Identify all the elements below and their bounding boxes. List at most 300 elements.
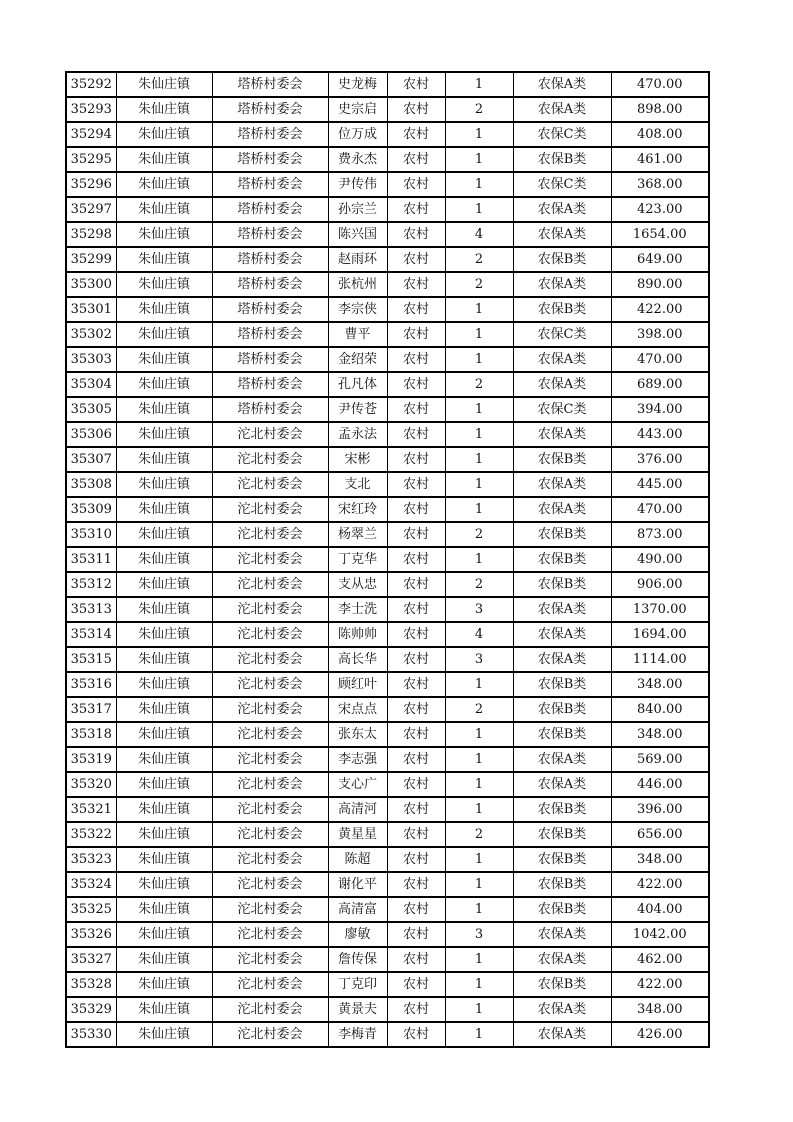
cell-person-count: 1 [445,1022,513,1047]
cell-person-name: 李志强 [328,747,387,772]
cell-town: 朱仙庄镇 [116,922,212,947]
cell-person-count: 2 [445,572,513,597]
cell-amount: 462.00 [611,947,709,972]
cell-insurance-category: 农保A类 [513,747,611,772]
cell-person-name: 陈帅帅 [328,622,387,647]
table-row [66,597,709,622]
cell-residence-type: 农村 [387,147,445,172]
cell-residence-type: 农村 [387,897,445,922]
table-row [66,797,709,822]
cell-amount: 398.00 [611,322,709,347]
cell-town: 朱仙庄镇 [116,372,212,397]
cell-residence-type: 农村 [387,547,445,572]
cell-town: 朱仙庄镇 [116,97,212,122]
cell-village-committee: 塔桥村委会 [212,322,328,347]
cell-person-count: 1 [445,672,513,697]
cell-insurance-category: 农保B类 [513,697,611,722]
cell-town: 朱仙庄镇 [116,947,212,972]
cell-residence-type: 农村 [387,472,445,497]
cell-record-id: 35310 [66,522,116,547]
cell-amount: 348.00 [611,997,709,1022]
cell-village-committee: 沱北村委会 [212,872,328,897]
cell-record-id: 35313 [66,597,116,622]
cell-amount: 1370.00 [611,597,709,622]
cell-amount: 445.00 [611,472,709,497]
cell-record-id: 35300 [66,272,116,297]
cell-town: 朱仙庄镇 [116,397,212,422]
table-row [66,997,709,1022]
cell-record-id: 35292 [66,72,116,97]
cell-record-id: 35295 [66,147,116,172]
cell-person-count: 2 [445,247,513,272]
cell-village-committee: 沱北村委会 [212,697,328,722]
cell-insurance-category: 农保C类 [513,397,611,422]
cell-residence-type: 农村 [387,422,445,447]
cell-person-name: 支心广 [328,772,387,797]
cell-village-committee: 沱北村委会 [212,497,328,522]
cell-record-id: 35328 [66,972,116,997]
cell-town: 朱仙庄镇 [116,597,212,622]
cell-village-committee: 沱北村委会 [212,922,328,947]
table-row [66,347,709,372]
cell-amount: 470.00 [611,347,709,372]
cell-town: 朱仙庄镇 [116,872,212,897]
cell-person-count: 1 [445,947,513,972]
cell-insurance-category: 农保B类 [513,572,611,597]
cell-amount: 906.00 [611,572,709,597]
cell-person-count: 1 [445,847,513,872]
cell-record-id: 35329 [66,997,116,1022]
cell-person-count: 4 [445,622,513,647]
cell-person-name: 张杭州 [328,272,387,297]
cell-record-id: 35312 [66,572,116,597]
cell-person-name: 杨翠兰 [328,522,387,547]
table-row [66,572,709,597]
cell-record-id: 35317 [66,697,116,722]
cell-record-id: 35315 [66,647,116,672]
table-row [66,847,709,872]
cell-village-committee: 塔桥村委会 [212,97,328,122]
cell-person-count: 1 [445,197,513,222]
cell-village-committee: 塔桥村委会 [212,397,328,422]
cell-insurance-category: 农保B类 [513,247,611,272]
cell-residence-type: 农村 [387,947,445,972]
cell-person-count: 1 [445,772,513,797]
cell-person-count: 2 [445,97,513,122]
cell-person-count: 1 [445,897,513,922]
cell-insurance-category: 农保B类 [513,897,611,922]
cell-person-count: 1 [445,472,513,497]
cell-person-name: 高清富 [328,897,387,922]
cell-village-committee: 沱北村委会 [212,672,328,697]
table-row [66,222,709,247]
cell-town: 朱仙庄镇 [116,447,212,472]
cell-town: 朱仙庄镇 [116,122,212,147]
cell-amount: 404.00 [611,897,709,922]
cell-town: 朱仙庄镇 [116,972,212,997]
cell-person-name: 支北 [328,472,387,497]
cell-amount: 394.00 [611,397,709,422]
cell-village-committee: 沱北村委会 [212,572,328,597]
cell-amount: 443.00 [611,422,709,447]
cell-insurance-category: 农保B类 [513,822,611,847]
cell-insurance-category: 农保A类 [513,772,611,797]
cell-village-committee: 沱北村委会 [212,897,328,922]
table-row [66,722,709,747]
cell-residence-type: 农村 [387,447,445,472]
cell-insurance-category: 农保A类 [513,622,611,647]
table-row [66,147,709,172]
cell-record-id: 35327 [66,947,116,972]
cell-residence-type: 农村 [387,797,445,822]
cell-insurance-category: 农保B类 [513,672,611,697]
cell-residence-type: 农村 [387,697,445,722]
cell-person-name: 史宗启 [328,97,387,122]
cell-record-id: 35296 [66,172,116,197]
cell-residence-type: 农村 [387,722,445,747]
table-row [66,547,709,572]
cell-amount: 446.00 [611,772,709,797]
cell-person-name: 黄景夫 [328,997,387,1022]
cell-residence-type: 农村 [387,872,445,897]
cell-person-name: 张东太 [328,722,387,747]
cell-town: 朱仙庄镇 [116,297,212,322]
cell-record-id: 35316 [66,672,116,697]
cell-residence-type: 农村 [387,972,445,997]
cell-amount: 689.00 [611,372,709,397]
cell-residence-type: 农村 [387,97,445,122]
cell-record-id: 35294 [66,122,116,147]
cell-amount: 348.00 [611,672,709,697]
cell-residence-type: 农村 [387,922,445,947]
cell-village-committee: 沱北村委会 [212,472,328,497]
cell-village-committee: 塔桥村委会 [212,122,328,147]
cell-person-name: 尹传苍 [328,397,387,422]
cell-village-committee: 沱北村委会 [212,622,328,647]
cell-record-id: 35293 [66,97,116,122]
cell-person-name: 支从忠 [328,572,387,597]
cell-residence-type: 农村 [387,747,445,772]
cell-person-name: 曹平 [328,322,387,347]
cell-record-id: 35297 [66,197,116,222]
cell-insurance-category: 农保B类 [513,847,611,872]
cell-village-committee: 塔桥村委会 [212,297,328,322]
cell-residence-type: 农村 [387,247,445,272]
cell-person-count: 3 [445,597,513,622]
cell-town: 朱仙庄镇 [116,247,212,272]
table-row [66,647,709,672]
cell-residence-type: 农村 [387,597,445,622]
insurance-payment-table [65,71,710,1048]
cell-person-name: 丁克华 [328,547,387,572]
cell-village-committee: 沱北村委会 [212,522,328,547]
cell-village-committee: 沱北村委会 [212,972,328,997]
table-row [66,897,709,922]
cell-person-name: 詹传保 [328,947,387,972]
table-row [66,922,709,947]
table-row [66,447,709,472]
cell-residence-type: 农村 [387,622,445,647]
table-row [66,697,709,722]
cell-town: 朱仙庄镇 [116,172,212,197]
cell-person-name: 陈兴国 [328,222,387,247]
cell-town: 朱仙庄镇 [116,72,212,97]
cell-insurance-category: 农保C类 [513,322,611,347]
cell-person-name: 赵雨环 [328,247,387,272]
cell-town: 朱仙庄镇 [116,897,212,922]
cell-residence-type: 农村 [387,847,445,872]
cell-person-name: 陈超 [328,847,387,872]
cell-town: 朱仙庄镇 [116,672,212,697]
table-row [66,297,709,322]
cell-town: 朱仙庄镇 [116,1022,212,1047]
cell-insurance-category: 农保B类 [513,872,611,897]
table-row [66,122,709,147]
cell-amount: 1114.00 [611,647,709,672]
cell-village-committee: 塔桥村委会 [212,372,328,397]
cell-village-committee: 沱北村委会 [212,422,328,447]
table-row [66,972,709,997]
table-row [66,822,709,847]
cell-village-committee: 沱北村委会 [212,547,328,572]
cell-record-id: 35299 [66,247,116,272]
cell-town: 朱仙庄镇 [116,522,212,547]
cell-person-count: 1 [445,997,513,1022]
cell-person-count: 3 [445,922,513,947]
cell-residence-type: 农村 [387,572,445,597]
cell-amount: 461.00 [611,147,709,172]
cell-person-count: 1 [445,322,513,347]
cell-person-count: 1 [445,122,513,147]
cell-record-id: 35325 [66,897,116,922]
cell-person-count: 1 [445,972,513,997]
cell-person-name: 顾红叶 [328,672,387,697]
cell-person-count: 1 [445,497,513,522]
cell-person-name: 黄星星 [328,822,387,847]
cell-residence-type: 农村 [387,772,445,797]
cell-person-count: 2 [445,697,513,722]
cell-record-id: 35309 [66,497,116,522]
table-row [66,1022,709,1047]
cell-person-name: 李宗侠 [328,297,387,322]
cell-person-name: 孟永法 [328,422,387,447]
cell-insurance-category: 农保B类 [513,797,611,822]
cell-record-id: 35324 [66,872,116,897]
cell-amount: 470.00 [611,497,709,522]
cell-amount: 1654.00 [611,222,709,247]
cell-amount: 376.00 [611,447,709,472]
cell-amount: 890.00 [611,272,709,297]
cell-residence-type: 农村 [387,372,445,397]
cell-town: 朱仙庄镇 [116,197,212,222]
cell-residence-type: 农村 [387,297,445,322]
cell-record-id: 35307 [66,447,116,472]
cell-person-name: 廖敏 [328,922,387,947]
cell-person-count: 2 [445,522,513,547]
cell-person-count: 4 [445,222,513,247]
cell-amount: 348.00 [611,722,709,747]
cell-insurance-category: 农保A类 [513,197,611,222]
cell-village-committee: 沱北村委会 [212,722,328,747]
cell-person-count: 1 [445,747,513,772]
cell-amount: 840.00 [611,697,709,722]
table-row [66,72,709,97]
cell-insurance-category: 农保B类 [513,297,611,322]
cell-residence-type: 农村 [387,497,445,522]
cell-residence-type: 农村 [387,72,445,97]
cell-record-id: 35308 [66,472,116,497]
table-row [66,397,709,422]
cell-insurance-category: 农保B类 [513,972,611,997]
cell-record-id: 35330 [66,1022,116,1047]
cell-record-id: 35302 [66,322,116,347]
cell-person-name: 位万成 [328,122,387,147]
table-row [66,472,709,497]
cell-residence-type: 农村 [387,672,445,697]
cell-amount: 348.00 [611,847,709,872]
cell-amount: 423.00 [611,197,709,222]
table-row [66,372,709,397]
cell-person-name: 李士洗 [328,597,387,622]
cell-record-id: 35301 [66,297,116,322]
cell-village-committee: 沱北村委会 [212,822,328,847]
cell-person-count: 1 [445,722,513,747]
cell-record-id: 35320 [66,772,116,797]
cell-record-id: 35323 [66,847,116,872]
cell-insurance-category: 农保A类 [513,497,611,522]
cell-person-count: 1 [445,172,513,197]
cell-amount: 422.00 [611,872,709,897]
cell-insurance-category: 农保A类 [513,347,611,372]
cell-town: 朱仙庄镇 [116,347,212,372]
cell-village-committee: 沱北村委会 [212,997,328,1022]
cell-person-name: 尹传伟 [328,172,387,197]
cell-insurance-category: 农保B类 [513,522,611,547]
cell-person-count: 1 [445,147,513,172]
cell-record-id: 35319 [66,747,116,772]
cell-insurance-category: 农保B类 [513,447,611,472]
cell-amount: 873.00 [611,522,709,547]
cell-record-id: 35298 [66,222,116,247]
cell-insurance-category: 农保A类 [513,422,611,447]
table-row [66,947,709,972]
cell-insurance-category: 农保A类 [513,272,611,297]
cell-person-count: 2 [445,822,513,847]
cell-person-count: 1 [445,72,513,97]
cell-residence-type: 农村 [387,822,445,847]
cell-residence-type: 农村 [387,172,445,197]
table-row [66,497,709,522]
cell-town: 朱仙庄镇 [116,647,212,672]
cell-person-name: 谢化平 [328,872,387,897]
cell-residence-type: 农村 [387,647,445,672]
cell-person-count: 1 [445,872,513,897]
cell-record-id: 35322 [66,822,116,847]
cell-insurance-category: 农保A类 [513,72,611,97]
cell-record-id: 35318 [66,722,116,747]
cell-town: 朱仙庄镇 [116,697,212,722]
cell-town: 朱仙庄镇 [116,147,212,172]
cell-town: 朱仙庄镇 [116,997,212,1022]
cell-person-name: 高长华 [328,647,387,672]
cell-insurance-category: 农保A类 [513,1022,611,1047]
cell-village-committee: 沱北村委会 [212,647,328,672]
cell-village-committee: 沱北村委会 [212,747,328,772]
cell-amount: 470.00 [611,72,709,97]
cell-insurance-category: 农保A类 [513,947,611,972]
cell-amount: 422.00 [611,972,709,997]
cell-town: 朱仙庄镇 [116,747,212,772]
table-row [66,422,709,447]
cell-insurance-category: 农保B类 [513,722,611,747]
cell-person-count: 1 [445,297,513,322]
cell-town: 朱仙庄镇 [116,622,212,647]
table-row [66,197,709,222]
cell-amount: 1694.00 [611,622,709,647]
cell-person-name: 李梅青 [328,1022,387,1047]
cell-record-id: 35314 [66,622,116,647]
cell-insurance-category: 农保C类 [513,122,611,147]
cell-insurance-category: 农保A类 [513,647,611,672]
cell-record-id: 35321 [66,797,116,822]
table-row [66,97,709,122]
cell-record-id: 35311 [66,547,116,572]
cell-person-name: 宋红玲 [328,497,387,522]
cell-person-name: 宋点点 [328,697,387,722]
cell-village-committee: 沱北村委会 [212,1022,328,1047]
cell-insurance-category: 农保A类 [513,222,611,247]
cell-amount: 422.00 [611,297,709,322]
cell-village-committee: 塔桥村委会 [212,72,328,97]
cell-amount: 1042.00 [611,922,709,947]
table-row [66,322,709,347]
cell-town: 朱仙庄镇 [116,272,212,297]
cell-town: 朱仙庄镇 [116,472,212,497]
cell-person-count: 1 [445,397,513,422]
table-row [66,672,709,697]
cell-town: 朱仙庄镇 [116,572,212,597]
cell-person-name: 史龙梅 [328,72,387,97]
cell-village-committee: 沱北村委会 [212,797,328,822]
cell-insurance-category: 农保A类 [513,97,611,122]
cell-town: 朱仙庄镇 [116,422,212,447]
table-row [66,172,709,197]
cell-residence-type: 农村 [387,1022,445,1047]
cell-person-name: 费永杰 [328,147,387,172]
cell-person-count: 1 [445,797,513,822]
cell-town: 朱仙庄镇 [116,722,212,747]
table-row [66,622,709,647]
table-body [66,72,709,1047]
cell-person-count: 2 [445,372,513,397]
cell-insurance-category: 农保A类 [513,597,611,622]
cell-amount: 649.00 [611,247,709,272]
cell-village-committee: 沱北村委会 [212,847,328,872]
cell-residence-type: 农村 [387,322,445,347]
cell-amount: 396.00 [611,797,709,822]
cell-village-committee: 塔桥村委会 [212,147,328,172]
cell-person-name: 孙宗兰 [328,197,387,222]
cell-residence-type: 农村 [387,272,445,297]
cell-insurance-category: 农保A类 [513,997,611,1022]
cell-person-count: 3 [445,647,513,672]
cell-residence-type: 农村 [387,997,445,1022]
cell-village-committee: 塔桥村委会 [212,272,328,297]
cell-residence-type: 农村 [387,347,445,372]
cell-person-count: 1 [445,547,513,572]
cell-residence-type: 农村 [387,397,445,422]
cell-residence-type: 农村 [387,522,445,547]
